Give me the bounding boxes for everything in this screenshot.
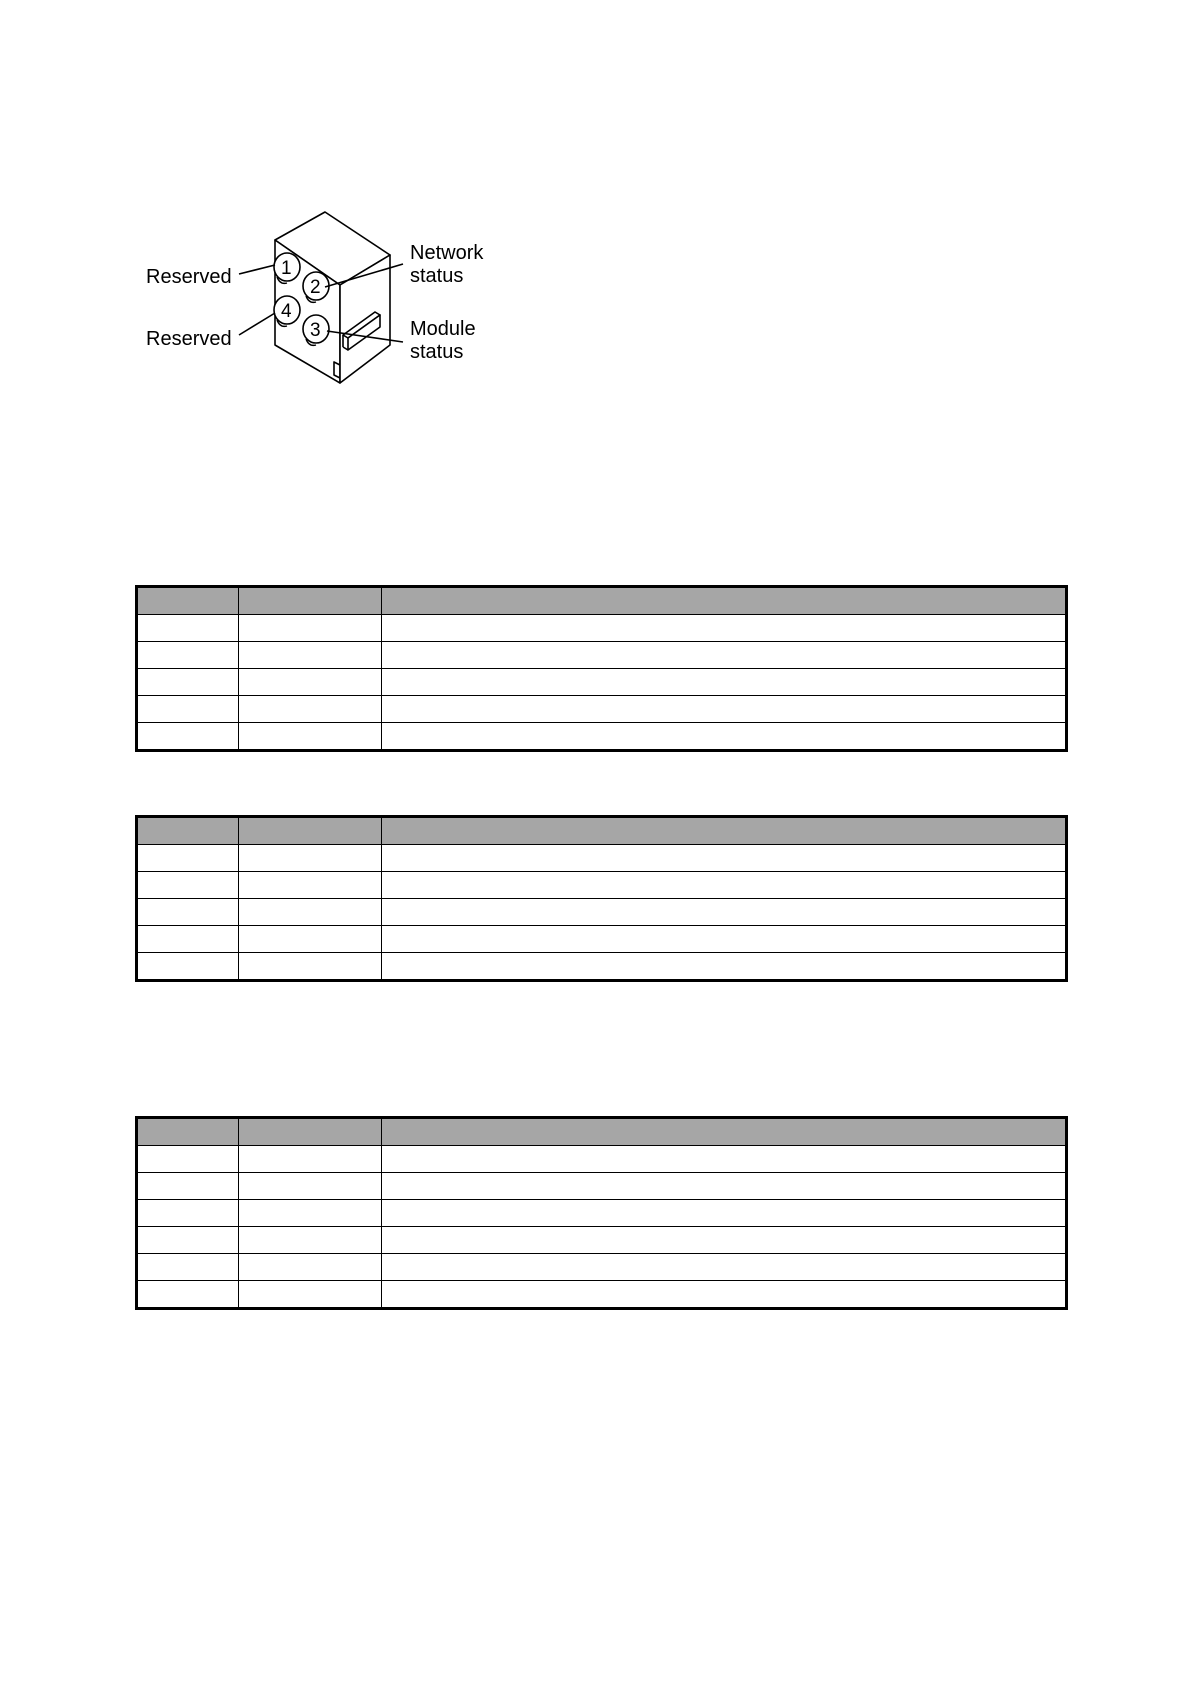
module-status-label-line1: Module [410, 318, 476, 340]
led-2-number: 2 [310, 277, 321, 298]
table-cell [382, 1200, 1067, 1227]
table-row [137, 1227, 1067, 1254]
table-cell [382, 872, 1067, 899]
table-cell [382, 615, 1067, 642]
table-cell [382, 1146, 1067, 1173]
led-table-3 [135, 1116, 1068, 1310]
table-cell [382, 899, 1067, 926]
table-cell [382, 953, 1067, 981]
table-cell [137, 926, 239, 953]
table-cell [239, 723, 382, 751]
table-cell [382, 926, 1067, 953]
table-row [137, 1281, 1067, 1309]
table-cell [239, 642, 382, 669]
table-row [137, 723, 1067, 751]
reserved-label-top: Reserved [146, 266, 232, 288]
table-cell [137, 1173, 239, 1200]
table-row [137, 1173, 1067, 1200]
table-row [137, 953, 1067, 981]
header-cell [239, 587, 382, 615]
header-cell [382, 1118, 1067, 1146]
table-cell [382, 642, 1067, 669]
table-cell [382, 723, 1067, 751]
table-cell [239, 899, 382, 926]
table-cell [137, 642, 239, 669]
network-status-label-line1: Network [410, 242, 484, 264]
table-cell [239, 845, 382, 872]
table-cell [382, 1227, 1067, 1254]
reserved-label-bottom: Reserved [146, 328, 232, 350]
table-cell [382, 696, 1067, 723]
led-diagram [140, 205, 520, 405]
header-cell [137, 817, 239, 845]
table-row [137, 845, 1067, 872]
table-cell [239, 1227, 382, 1254]
table-cell [239, 953, 382, 981]
table-cell [382, 845, 1067, 872]
table-row [137, 696, 1067, 723]
table-cell [239, 669, 382, 696]
table-cell [137, 723, 239, 751]
table-row [137, 1254, 1067, 1281]
table-cell [239, 1281, 382, 1309]
table-header-row [137, 1118, 1067, 1146]
table-cell [239, 1200, 382, 1227]
table-row [137, 1200, 1067, 1227]
header-cell [382, 587, 1067, 615]
table-cell [239, 926, 382, 953]
table-cell [382, 1281, 1067, 1309]
table-row [137, 642, 1067, 669]
table-cell [382, 1173, 1067, 1200]
table-cell [137, 615, 239, 642]
table-cell [137, 696, 239, 723]
table-cell [137, 872, 239, 899]
header-cell [137, 1118, 239, 1146]
table-row [137, 926, 1067, 953]
table-cell [137, 953, 239, 981]
table-cell [382, 669, 1067, 696]
table-cell [137, 1254, 239, 1281]
table-cell [137, 1200, 239, 1227]
header-cell [239, 817, 382, 845]
table-cell [137, 899, 239, 926]
table-cell [137, 845, 239, 872]
table-row [137, 899, 1067, 926]
table-header-row [137, 817, 1067, 845]
module-status-label-line2: status [410, 341, 464, 363]
table-row [137, 669, 1067, 696]
table-cell [137, 1146, 239, 1173]
table-cell [239, 1254, 382, 1281]
led-3-number: 3 [310, 320, 321, 341]
table-cell [137, 669, 239, 696]
led-1-number: 1 [281, 258, 292, 279]
network-status-label-line2: status [410, 265, 464, 287]
header-cell [382, 817, 1067, 845]
header-cell [239, 1118, 382, 1146]
table-cell [137, 1281, 239, 1309]
header-cell [137, 587, 239, 615]
table-cell [239, 872, 382, 899]
table-row [137, 872, 1067, 899]
led-table-1 [135, 585, 1068, 752]
table-row [137, 1146, 1067, 1173]
table-cell [239, 696, 382, 723]
table-cell [382, 1254, 1067, 1281]
table-cell [239, 1146, 382, 1173]
table-header-row [137, 587, 1067, 615]
table-cell [137, 1227, 239, 1254]
led-4-number: 4 [281, 301, 292, 322]
led-table-2 [135, 815, 1068, 982]
table-cell [239, 1173, 382, 1200]
table-row [137, 615, 1067, 642]
table-cell [239, 615, 382, 642]
